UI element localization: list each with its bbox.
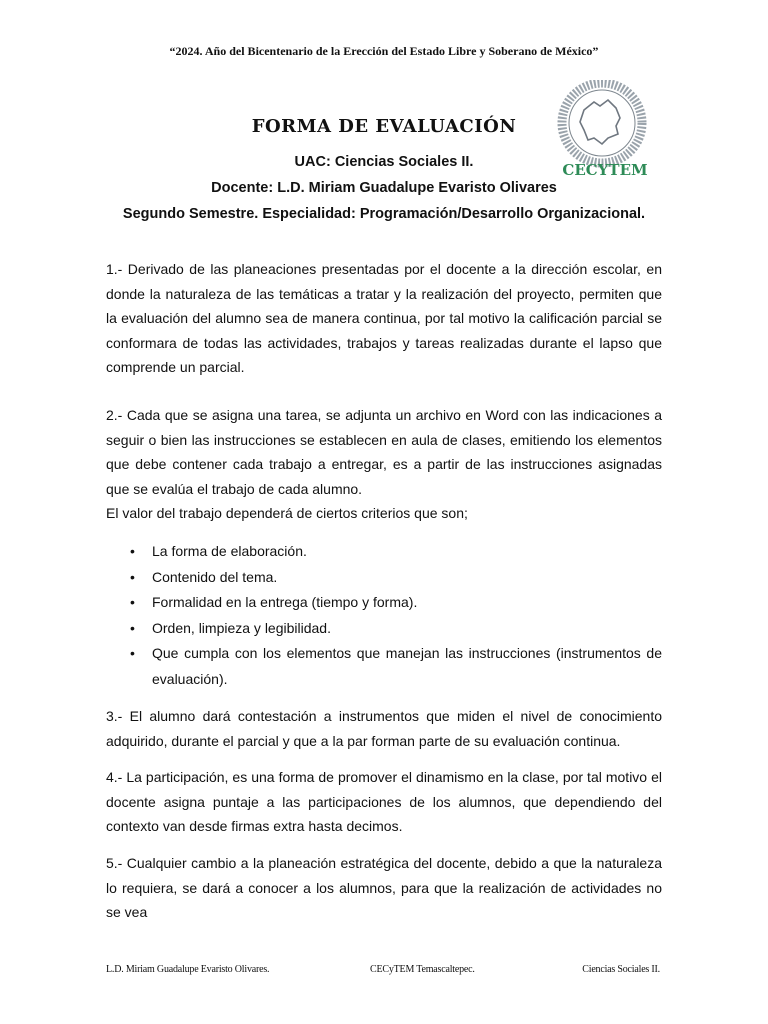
paragraph-1 [106, 257, 662, 380]
list-item: • Contenido del tema. [106, 565, 662, 591]
list-item: • Formalidad en la entrega (tiempo y forma). [106, 590, 662, 616]
paragraph-5-text: 5.- Cualquier cambio a la planeación estratégica del docente, debido a que la naturaleza lo requiera, se dará a conocer a los alumnos, para que la realización de actividades no se vea [106, 855, 662, 920]
paragraph-5 [106, 851, 662, 925]
logo-wordmark: CECYTEM [562, 161, 648, 179]
paragraph-2-text: 2.- Cada que se asigna una tarea, se adjunta un archivo en Word con las indicaciones a seguir o bien las instrucciones se establecen en aula de clases, emitiendo los elementos que debe contener cada trabajo a entregar, es a partir de las instrucciones asignadas que se evalúa el trabajo de cada alumno. [106, 407, 662, 497]
paragraph-3-text: 3.- El alumno dará contestación a instrumentos que miden el nivel de conocimiento adquirido, durante el parcial y que a la par forman parte de su evaluación continua. [106, 708, 662, 749]
footer-school: CECyTEM Temascaltepec. [370, 964, 475, 975]
list-item: • Que cumpla con los elementos que manejan las instrucciones (instrumentos de evaluación). [106, 641, 662, 692]
list-item: • Orden, limpieza y legibilidad. [106, 616, 662, 642]
paragraph-4 [106, 765, 662, 839]
paragraph-1-text: 1.- Derivado de las planeaciones presentadas por el docente a la dirección escolar, en donde la naturaleza de las temáticas a tratar y la realización del proyecto, permiten que la evaluación del alumno sea de manera continua, por tal motivo la calificación parcial se conformara de todas las actividades, trabajos y tareas realizadas durante el lapso que comprende un parcial. [106, 261, 662, 375]
subhead-uac: UAC: Ciencias Sociales II. [294, 154, 474, 170]
footer-author: L.D. Miriam Guadalupe Evaristo Olivares. [106, 964, 270, 975]
subhead-docente: Docente: L.D. Miriam Guadalupe Evaristo Olivares [211, 180, 557, 196]
subhead-semestre: Segundo Semestre. Especialidad: Programación/Desarrollo Organizacional. [122, 206, 646, 222]
header-quote: “2024. Año del Bicentenario de la Erección del Estado Libre y Soberano de México” [169, 44, 599, 58]
page-title: FORMA DE EVALUACIÓN [251, 116, 517, 137]
footer-subject: Ciencias Sociales II. [582, 964, 660, 975]
criteria-list [106, 539, 662, 692]
paragraph-3 [106, 704, 662, 753]
list-item: • La forma de elaboración. [106, 539, 662, 565]
paragraph-2b-text: El valor del trabajo dependerá de ciertos criterios que son; [106, 505, 468, 521]
paragraph-4-text: 4.- La participación, es una forma de promover el dinamismo en la clase, por tal motivo el docente asigna puntaje a las participaciones de los alumnos, que dependiendo del contexto van desde firmas extra hasta decimos. [106, 769, 662, 834]
paragraph-2 [106, 403, 662, 526]
